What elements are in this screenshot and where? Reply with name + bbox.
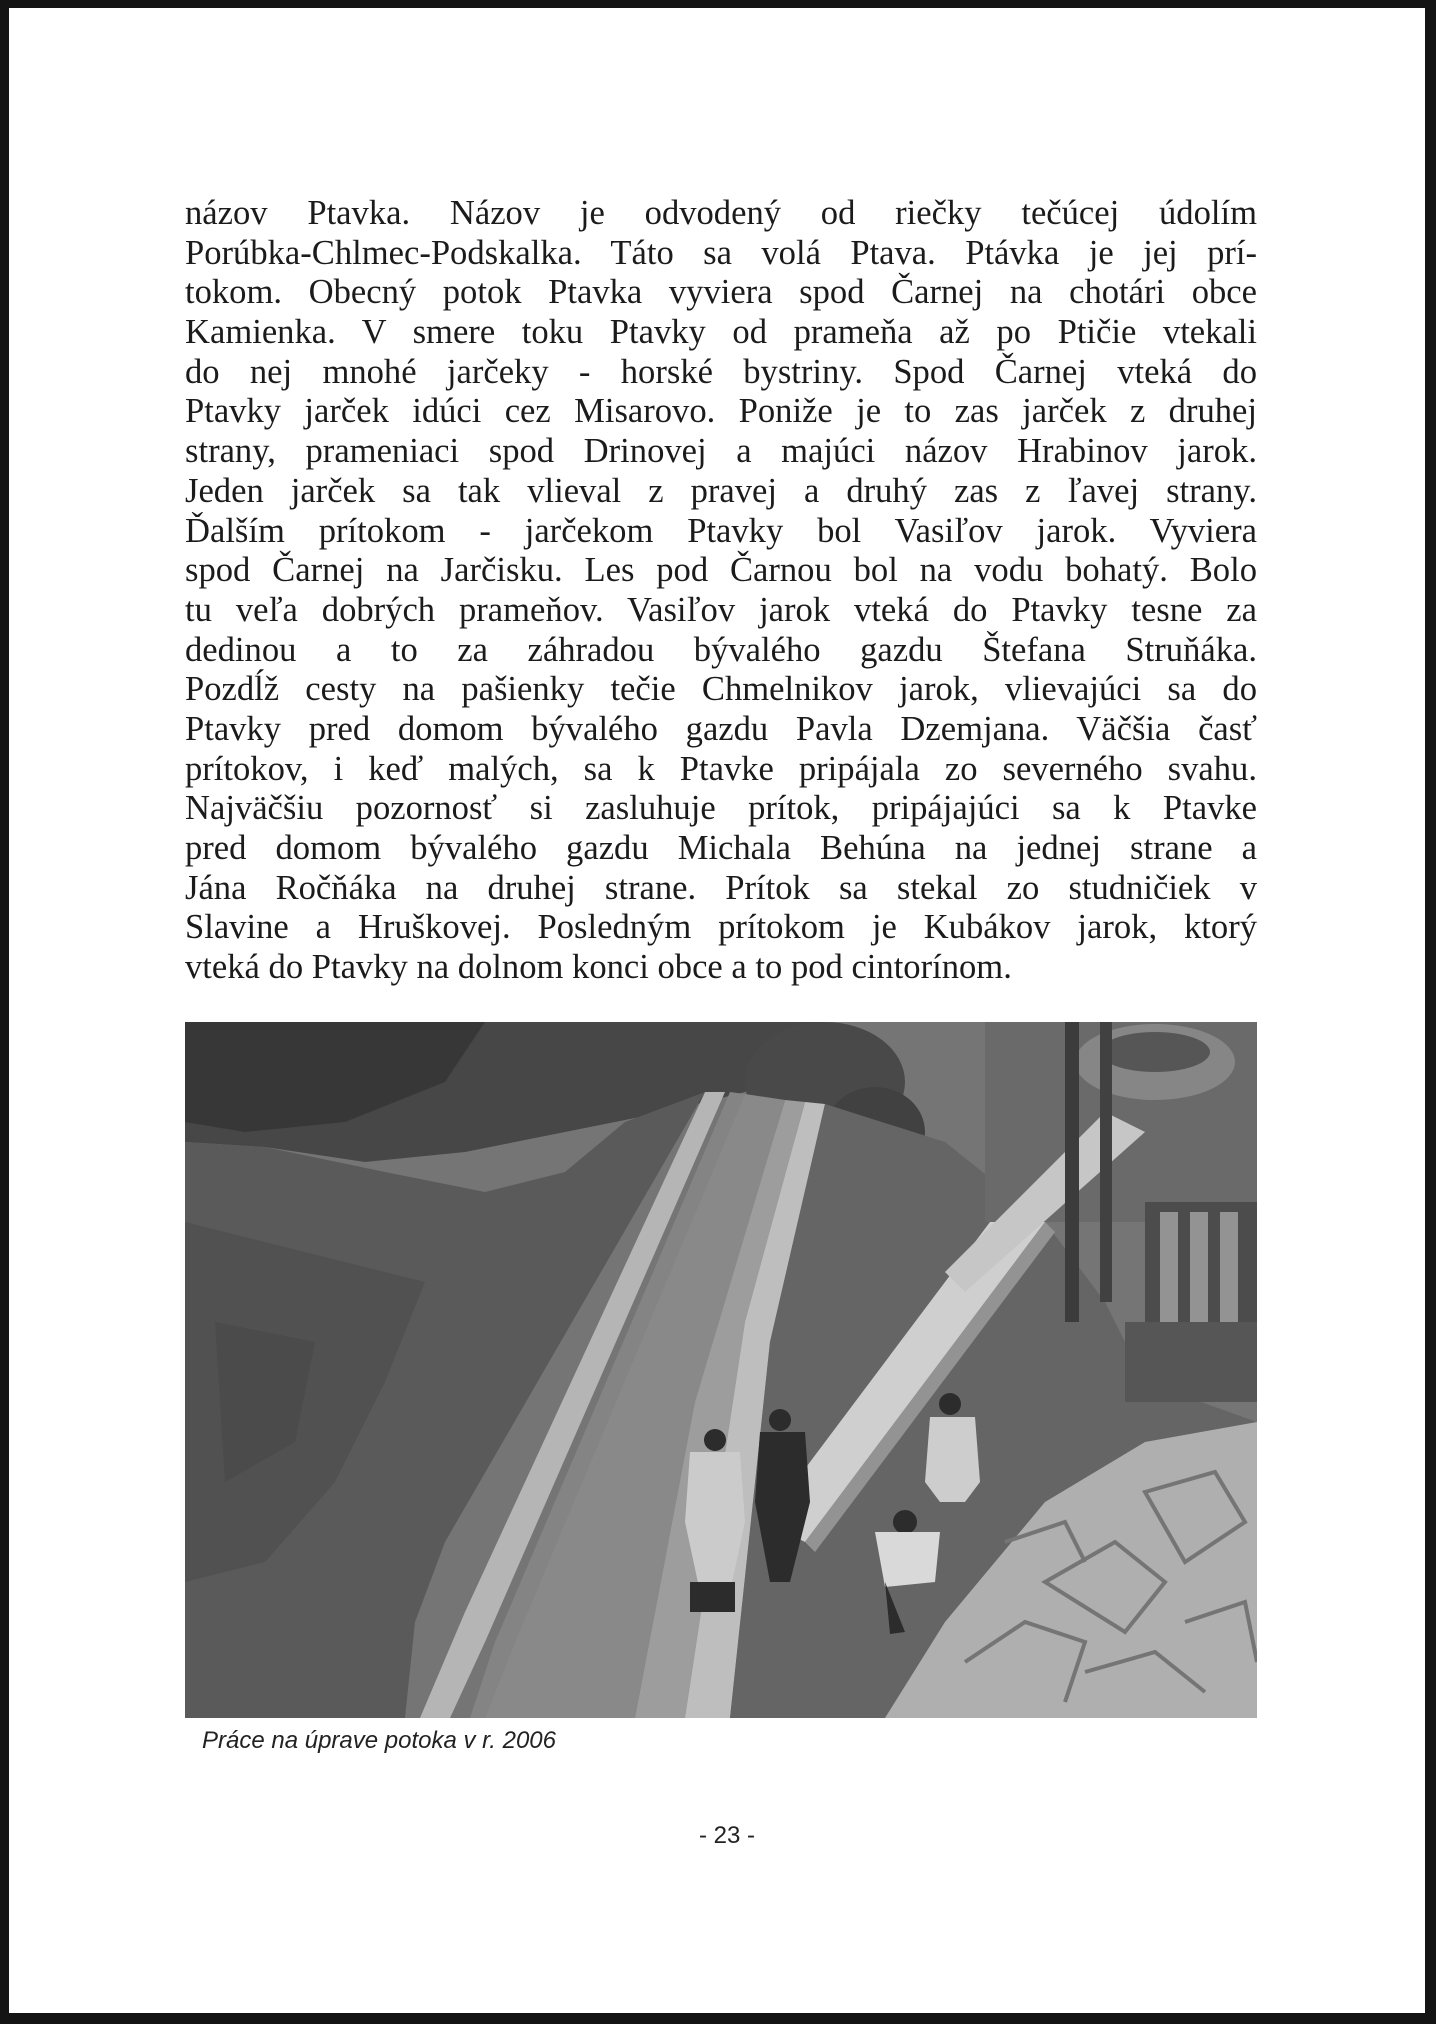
stream-construction-photo — [185, 1022, 1257, 1718]
text-line: tu veľa dobrých prameňov. Vasiľov jarok vteká do Ptavky tesne za — [185, 590, 1257, 629]
text-line: Pozdĺž cesty na pašienky tečie Chmelnikov jarok, vlievajúci sa do — [185, 670, 1257, 709]
text-line: spod Čarnej na Jarčisku. Les pod Čarnou bol na vodu bohatý. Bolo — [185, 551, 1257, 590]
text-line: prítokov, i keď malých, sa k Ptavke pripájala zo severného svahu. — [185, 749, 1257, 788]
text-line: dedinou a to za záhradou bývalého gazdu Štefana Struňáka. — [185, 630, 1257, 669]
text-line: pred domom bývalého gazdu Michala Behúna na jednej strane a — [185, 829, 1257, 867]
text-line: Jeden jarček sa tak vlieval z pravej a druhý zas z ľavej strany. — [185, 471, 1257, 510]
text-line: strany, prameniaci spod Drinovej a majúci názov Hrabinov jarok. — [185, 432, 1257, 471]
text-line: tokom. Obecný potok Ptavka vyviera spod Čarnej na chotári obce — [185, 273, 1257, 312]
text-line: Ptavky jarček idúci cez Misarovo. Poniže je to zas jarček z druhej — [185, 392, 1257, 431]
text-line: Porúbka-Chlmec-Podskalka. Táto sa volá Ptava. Ptávka je jej prí- — [185, 233, 1257, 272]
text-line: Slavine a Hruškovej. Posledným prítokom je Kubákov jarok, ktorý — [185, 908, 1257, 947]
text-line: názov Ptavka. Názov je odvodený od riečky tečúcej údolím — [185, 194, 1257, 232]
text-line: do nej mnohé jarčeky - horské bystriny. Spod Čarnej vteká do — [185, 352, 1257, 391]
body-text — [185, 194, 1257, 988]
page-number: - 23 - — [698, 1822, 755, 1849]
text-line: Kamienka. V smere toku Ptavky od prameňa až po Ptičie vtekali — [185, 313, 1257, 352]
text-line: vteká do Ptavky na dolnom konci obce a to pod cintorínom. — [185, 948, 1012, 987]
text-line: Ďalším prítokom - jarčekom Ptavky bol Vasiľov jarok. Vyviera — [185, 511, 1257, 550]
text-line: Ptavky pred domom bývalého gazdu Pavla Dzemjana. Väčšia časť — [185, 709, 1257, 748]
text-line: Jána Ročňáka na druhej strane. Prítok sa stekal zo studničiek v — [185, 868, 1257, 907]
photo-image — [185, 1022, 1257, 1718]
text-line: Najväčšiu pozornosť si zasluhuje prítok, pripájajúci sa k Ptavke — [185, 789, 1257, 828]
photo-caption: Práce na úprave potoka v r. 2006 — [202, 1727, 556, 1754]
